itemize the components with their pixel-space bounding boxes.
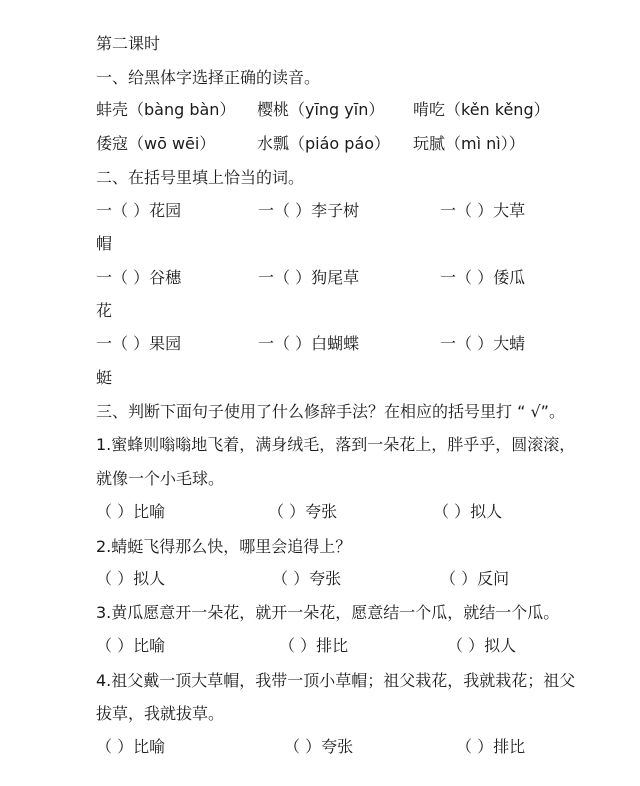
question-2: 2.蜻蜓飞得那么快，哪里会追得上？ (96, 537, 352, 556)
question-1: 1.蜜蜂则嗡嗡地飞着，满身绒毛，落到一朵花上，胖乎乎，圆滚滚， (96, 435, 576, 454)
rhetoric-option: （ ）拟人 (447, 636, 517, 655)
pinyin-item: 水瓢（piáo páo） (257, 134, 391, 153)
fill-blank-item: 一（ ）大草 (440, 201, 526, 220)
fill-blank-item: 一（ ）倭瓜 (440, 268, 526, 287)
pinyin-item: 倭寇（wō wēi） (96, 134, 216, 153)
pinyin-item: 啃吃（kěn kěng） (413, 100, 550, 119)
fill-blank-wrap: 帽 (96, 234, 113, 253)
rhetoric-option: （ ）比喻 (96, 502, 166, 521)
section1-heading: 一、给黑体字选择正确的读音。 (96, 68, 321, 87)
pinyin-item: 蚌壳（bàng bàn） (96, 100, 236, 119)
section3-heading: 三、判断下面句子使用了什么修辞手法？在相应的括号里打 “ √”。 (96, 402, 565, 421)
fill-blank-item: 一（ ）大蜻 (440, 334, 526, 353)
rhetoric-option: （ ）夸张 (272, 569, 342, 588)
rhetoric-option: （ ）比喻 (96, 737, 166, 756)
rhetoric-option: （ ）拟人 (96, 569, 166, 588)
pinyin-item: 玩腻（mì nì）） (413, 134, 525, 153)
fill-blank-item: 一（ ）白蝴蝶 (258, 334, 360, 353)
lesson-title: 第二课时 (96, 34, 161, 53)
section2-heading: 二、在括号里填上恰当的词。 (96, 168, 305, 187)
rhetoric-option: （ ）夸张 (284, 737, 354, 756)
rhetoric-option: （ ）排比 (456, 737, 526, 756)
question-3: 3.黄瓜愿意开一朵花，就开一朵花，愿意结一个瓜，就结一个瓜。 (96, 603, 560, 622)
fill-blank-item: 一（ ）谷穗 (96, 268, 182, 287)
fill-blank-item: 一（ ）李子树 (258, 201, 360, 220)
fill-blank-wrap: 蜓 (96, 368, 113, 387)
fill-blank-item: 一（ ）狗尾草 (258, 268, 360, 287)
question-4: 4.祖父戴一顶大草帽，我带一顶小草帽；祖父栽花，我就栽花；祖父 (96, 671, 576, 690)
rhetoric-option: （ ）排比 (279, 636, 349, 655)
pinyin-item: 樱桃（yīng yīn） (257, 100, 385, 119)
fill-blank-item: 一（ ）花园 (96, 201, 182, 220)
rhetoric-option: （ ）拟人 (433, 502, 503, 521)
question-1-cont: 就像一个小毛球。 (96, 469, 225, 488)
rhetoric-option: （ ）比喻 (96, 636, 166, 655)
question-4-cont: 拔草，我就拔草。 (96, 704, 225, 723)
rhetoric-option: （ ）夸张 (268, 502, 338, 521)
fill-blank-wrap: 花 (96, 301, 113, 320)
fill-blank-item: 一（ ）果园 (96, 334, 182, 353)
rhetoric-option: （ ）反问 (440, 569, 510, 588)
